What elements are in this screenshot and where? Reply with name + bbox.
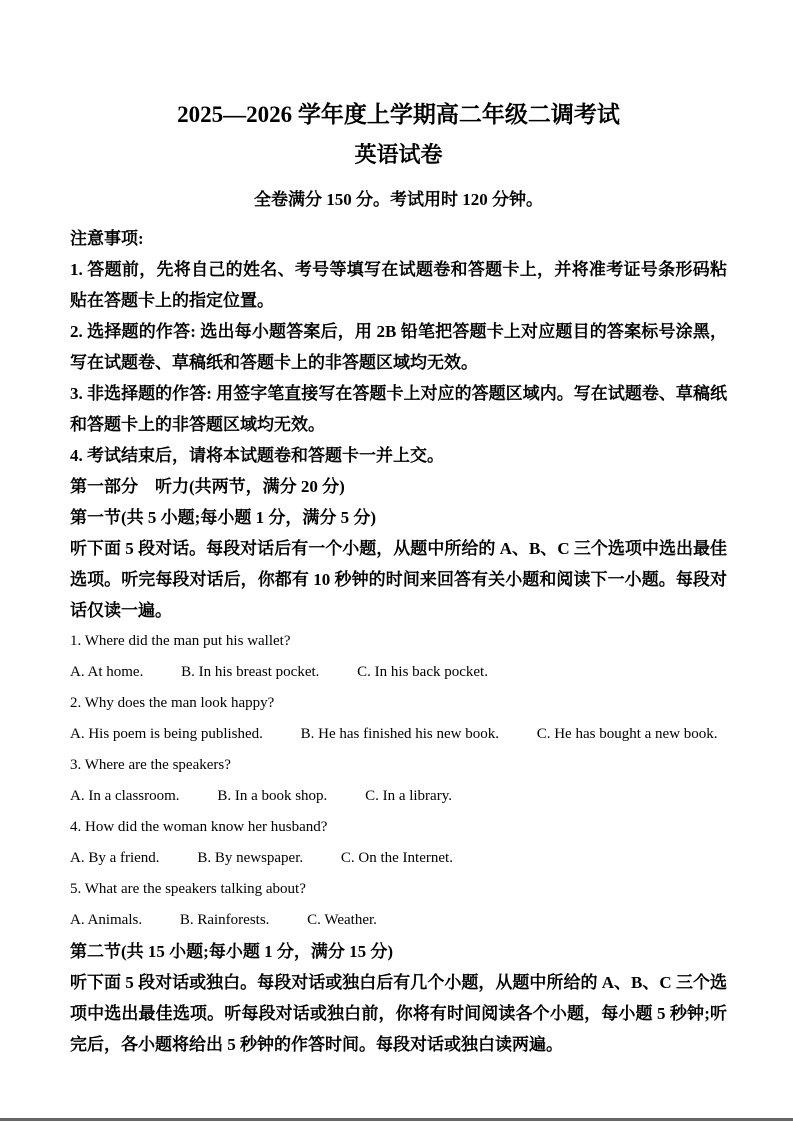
question-text: 5. What are the speakers talking about? [70, 881, 306, 897]
notice-item-3: 3. 非选择题的作答: 用签字笔直接写在答题卡上对应的答题区域内。写在试题卷、草稿纸和答题卡上的非答题区域均无效。 [70, 384, 727, 434]
question-text: 1. Where did the man put his wallet? [70, 633, 291, 649]
option-c: C. On the Internet. [340, 850, 453, 866]
option-a: A. Animals. [70, 912, 143, 928]
option-a: A. In a classroom. [70, 788, 180, 804]
question-options [70, 843, 727, 874]
option-a: A. At home. [70, 664, 144, 680]
question-block-1 [70, 626, 727, 688]
notice-item-1: 1. 答题前，先将自己的姓名、考号等填写在试题卷和答题卡上，并将准考证号条形码粘贴在答题卡上的指定位置。 [70, 260, 727, 310]
section2-heading: 第二节(共 15 小题;每小题 1 分，满分 15 分) [70, 942, 393, 961]
window-bottom-border [0, 1118, 793, 1121]
question-text: 3. Where are the speakers? [70, 757, 231, 773]
question-options [70, 719, 727, 750]
question-text: 4. How did the woman know her husband? [70, 819, 328, 835]
question-text: 2. Why does the man look happy? [70, 695, 275, 711]
option-c: C. Weather. [307, 912, 377, 928]
exam-title: 2025—2026 学年度上学期高二年级二调考试 [177, 102, 620, 127]
option-b: B. Rainforests. [179, 912, 270, 928]
notice-item-2: 2. 选择题的作答: 选出每小题答案后，用 2B 铅笔把答题卡上对应题目的答案标号涂黑，写在试题卷、草稿纸和答题卡上的非答题区域均无效。 [70, 322, 727, 372]
question-block-4 [70, 812, 727, 874]
option-c: C. In his back pocket. [357, 664, 488, 680]
option-b: B. In a book shop. [217, 788, 328, 804]
question-options [70, 657, 727, 688]
question-block-2 [70, 688, 727, 750]
question-options [70, 905, 727, 936]
exam-info-line: 全卷满分 150 分。考试用时 120 分钟。 [254, 190, 543, 209]
option-b: B. By newspaper. [197, 850, 304, 866]
paper-subject-title: 英语试卷 [354, 142, 443, 167]
question-block-3 [70, 750, 727, 812]
option-c: C. In a library. [365, 788, 452, 804]
section1-heading: 第一节(共 5 小题;每小题 1 分，满分 5 分) [70, 508, 376, 527]
question-options [70, 781, 727, 812]
section1-instructions: 听下面 5 段对话。每段对话后有一个小题，从题中所给的 A、B、C 三个选项中选出最佳选项。听完每段对话后，你都有 10 秒钟的时间来回答有关小题和阅读下一小题。每段对话仅读一遍。 [70, 539, 727, 620]
option-a: A. His poem is being published. [70, 726, 263, 742]
option-a: A. By a friend. [70, 850, 160, 866]
option-c: C. He has bought a new book. [536, 726, 718, 742]
notice-heading: 注意事项: [70, 229, 144, 248]
notice-item-4: 4. 考试结束后，请将本试题卷和答题卡一并上交。 [70, 446, 444, 465]
option-b: B. In his breast pocket. [181, 664, 320, 680]
section2-instructions: 听下面 5 段对话或独白。每段对话或独白后有几个小题，从题中所给的 A、B、C 三个选项中选出最佳选项。听每段对话或独白前，你将有时间阅读各个小题，每小题 5 秒钟;听完后，各小题将给出 5 秒钟的作答时间。每段对话或独白读两遍。 [70, 973, 727, 1054]
question-block-5 [70, 874, 727, 936]
part1-heading: 第一部分 听力(共两节，满分 20 分) [70, 477, 345, 496]
option-b: B. He has finished his new book. [300, 726, 499, 742]
